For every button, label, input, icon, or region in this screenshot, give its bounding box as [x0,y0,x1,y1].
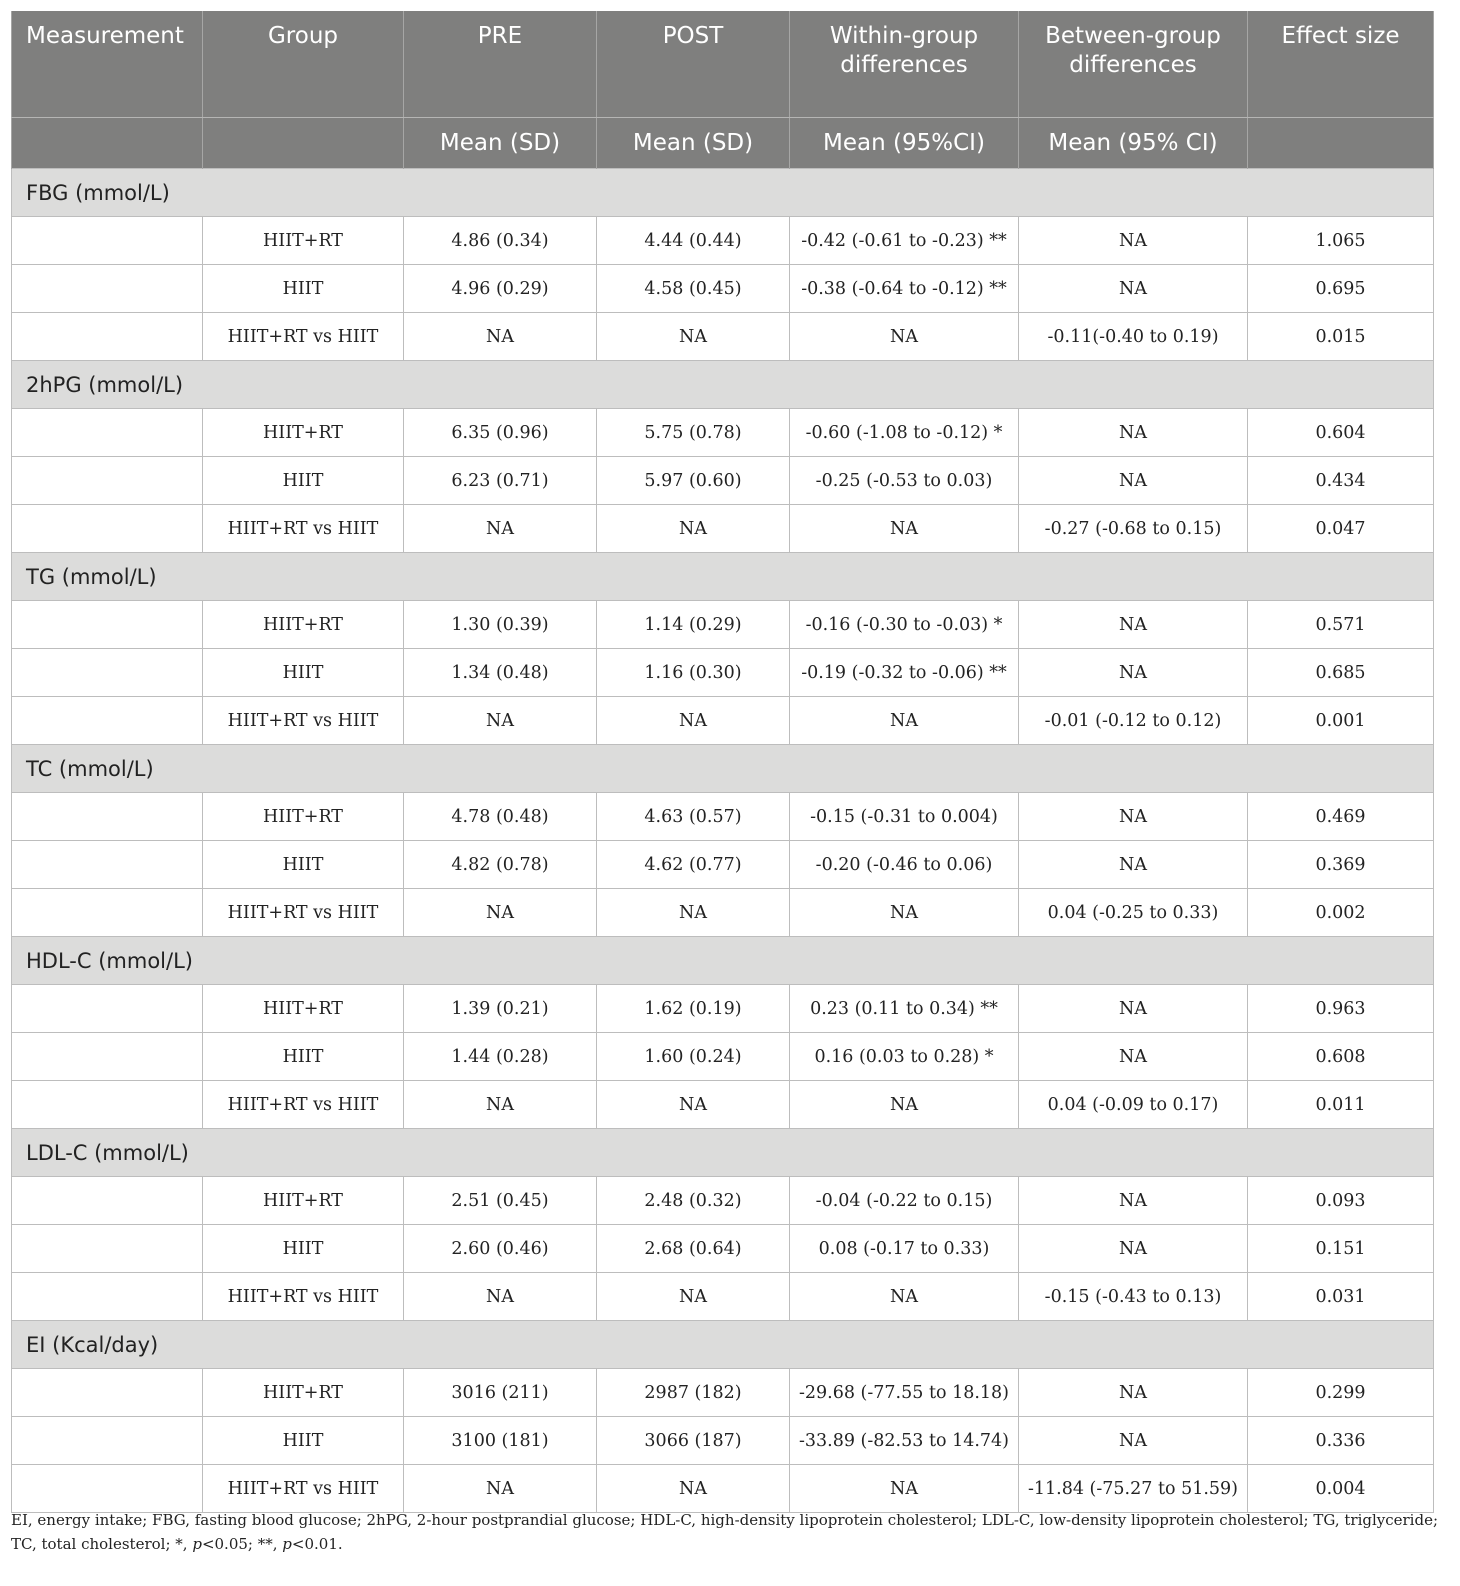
pre-cell: 3100 (181) [404,1417,597,1465]
effect-size-cell: 0.469 [1248,793,1434,841]
footnote-sig1-threshold: <0.05; [201,1535,258,1553]
within-group-cell: NA [790,697,1019,745]
within-group-cell: NA [790,1081,1019,1129]
within-group-cell: -33.89 (-82.53 to 14.74) [790,1417,1019,1465]
post-cell: 3066 (187) [597,1417,790,1465]
results-table [11,11,1434,1513]
subheader-within-group: Mean (95%CI) [790,118,1019,169]
header-measurement: Measurement [12,11,203,118]
between-group-cell: NA [1019,1225,1248,1273]
section-header-row [12,937,1434,985]
effect-size-cell: 0.695 [1248,265,1434,313]
between-group-cell: NA [1019,1177,1248,1225]
between-group-cell: -0.27 (-0.68 to 0.15) [1019,505,1248,553]
measurement-cell [12,457,203,505]
within-group-cell: 0.08 (-0.17 to 0.33) [790,1225,1019,1273]
pre-cell: 2.51 (0.45) [404,1177,597,1225]
measurement-cell [12,1225,203,1273]
effect-size-cell: 1.065 [1248,217,1434,265]
table-row [12,1033,1434,1081]
post-cell: 2987 (182) [597,1369,790,1417]
post-cell: NA [597,313,790,361]
post-cell: 5.97 (0.60) [597,457,790,505]
effect-size-cell: 0.093 [1248,1177,1434,1225]
table-row [12,217,1434,265]
effect-size-cell: 0.608 [1248,1033,1434,1081]
pre-cell: NA [404,1081,597,1129]
section-label: FBG (mmol/L) [12,169,1434,217]
group-cell: HIIT+RT vs HIIT [203,505,404,553]
within-group-cell: 0.23 (0.11 to 0.34) ** [790,985,1019,1033]
measurement-cell [12,313,203,361]
within-group-cell: NA [790,1273,1019,1321]
between-group-cell: -0.01 (-0.12 to 0.12) [1019,697,1248,745]
between-group-cell: 0.04 (-0.25 to 0.33) [1019,889,1248,937]
table-row [12,409,1434,457]
between-group-cell: NA [1019,985,1248,1033]
effect-size-cell: 0.299 [1248,1369,1434,1417]
table-row [12,313,1434,361]
effect-size-cell: 0.434 [1248,457,1434,505]
pre-cell: NA [404,505,597,553]
pre-cell: NA [404,313,597,361]
footnote-p-symbol: p [192,1535,202,1553]
subheader-between-group: Mean (95% CI) [1019,118,1248,169]
pre-cell: 1.34 (0.48) [404,649,597,697]
group-cell: HIIT+RT vs HIIT [203,697,404,745]
measurement-cell [12,1273,203,1321]
between-group-cell: NA [1019,265,1248,313]
measurement-cell [12,1465,203,1513]
between-group-cell: NA [1019,601,1248,649]
group-cell: HIIT+RT [203,985,404,1033]
subheader-pre: Mean (SD) [404,118,597,169]
post-cell: NA [597,1273,790,1321]
measurement-cell [12,1033,203,1081]
between-group-cell: NA [1019,1033,1248,1081]
effect-size-cell: 0.011 [1248,1081,1434,1129]
post-cell: NA [597,1081,790,1129]
within-group-cell: -0.25 (-0.53 to 0.03) [790,457,1019,505]
table-row [12,697,1434,745]
footnote-sig1-marker: *, [175,1535,193,1553]
header-post: POST [597,11,790,118]
group-cell: HIIT+RT vs HIIT [203,1273,404,1321]
effect-size-cell: 0.571 [1248,601,1434,649]
pre-cell: 6.35 (0.96) [404,409,597,457]
subheader-cell [1248,118,1434,169]
section-header-row [12,745,1434,793]
footnote-sig2-threshold: <0.01. [291,1535,343,1553]
group-cell: HIIT+RT vs HIIT [203,889,404,937]
group-cell: HIIT+RT vs HIIT [203,313,404,361]
within-group-cell: -0.16 (-0.30 to -0.03) * [790,601,1019,649]
group-cell: HIIT+RT [203,793,404,841]
table-row [12,601,1434,649]
effect-size-cell: 0.963 [1248,985,1434,1033]
measurement-cell [12,1369,203,1417]
group-cell: HIIT [203,265,404,313]
header-between-group: Between-group differences [1019,11,1248,118]
measurement-cell [12,1081,203,1129]
post-cell: 5.75 (0.78) [597,409,790,457]
pre-cell: NA [404,697,597,745]
measurement-cell [12,505,203,553]
pre-cell: 4.86 (0.34) [404,217,597,265]
section-label: TC (mmol/L) [12,745,1434,793]
within-group-cell: -29.68 (-77.55 to 18.18) [790,1369,1019,1417]
post-cell: 4.62 (0.77) [597,841,790,889]
section-label: LDL-C (mmol/L) [12,1129,1434,1177]
table-row [12,649,1434,697]
section-header-row [12,361,1434,409]
post-cell: 1.62 (0.19) [597,985,790,1033]
group-cell: HIIT+RT vs HIIT [203,1081,404,1129]
effect-size-cell: 0.151 [1248,1225,1434,1273]
header-pre: PRE [404,11,597,118]
table-row [12,793,1434,841]
group-cell: HIIT+RT [203,409,404,457]
effect-size-cell: 0.004 [1248,1465,1434,1513]
effect-size-cell: 0.015 [1248,313,1434,361]
section-header-row [12,1129,1434,1177]
within-group-cell: NA [790,505,1019,553]
table-row [12,1177,1434,1225]
pre-cell: 3016 (211) [404,1369,597,1417]
measurement-cell [12,649,203,697]
table-body [12,169,1434,1513]
between-group-cell: -0.11(-0.40 to 0.19) [1019,313,1248,361]
group-cell: HIIT [203,1033,404,1081]
between-group-cell: -0.15 (-0.43 to 0.13) [1019,1273,1248,1321]
pre-cell: NA [404,1273,597,1321]
table-row [12,1273,1434,1321]
pre-cell: NA [404,1465,597,1513]
pre-cell: 4.96 (0.29) [404,265,597,313]
footnote-p-symbol: p [282,1535,292,1553]
measurement-cell [12,1177,203,1225]
measurement-cell [12,985,203,1033]
section-label: TG (mmol/L) [12,553,1434,601]
post-cell: 1.60 (0.24) [597,1033,790,1081]
post-cell: 4.44 (0.44) [597,217,790,265]
within-group-cell: -0.19 (-0.32 to -0.06) ** [790,649,1019,697]
table-row [12,1369,1434,1417]
group-cell: HIIT [203,1417,404,1465]
table-footnote [11,1508,1441,1556]
group-cell: HIIT+RT [203,217,404,265]
between-group-cell: NA [1019,1369,1248,1417]
table-row [12,841,1434,889]
table-row [12,1225,1434,1273]
within-group-cell: 0.16 (0.03 to 0.28) * [790,1033,1019,1081]
section-header-row [12,1321,1434,1369]
group-cell: HIIT [203,841,404,889]
pre-cell: 1.30 (0.39) [404,601,597,649]
post-cell: 1.16 (0.30) [597,649,790,697]
post-cell: NA [597,889,790,937]
header-row [12,11,1434,118]
group-cell: HIIT+RT [203,1177,404,1225]
group-cell: HIIT [203,1225,404,1273]
header-group: Group [203,11,404,118]
within-group-cell: -0.04 (-0.22 to 0.15) [790,1177,1019,1225]
effect-size-cell: 0.002 [1248,889,1434,937]
header-within-group: Within-group differences [790,11,1019,118]
table-row [12,457,1434,505]
post-cell: 2.68 (0.64) [597,1225,790,1273]
within-group-cell: -0.60 (-1.08 to -0.12) * [790,409,1019,457]
effect-size-cell: 0.001 [1248,697,1434,745]
between-group-cell: 0.04 (-0.09 to 0.17) [1019,1081,1248,1129]
subheader-row [12,118,1434,169]
section-label: EI (Kcal/day) [12,1321,1434,1369]
measurement-cell [12,409,203,457]
effect-size-cell: 0.336 [1248,1417,1434,1465]
subheader-post: Mean (SD) [597,118,790,169]
pre-cell: 4.82 (0.78) [404,841,597,889]
table-row [12,505,1434,553]
measurement-cell [12,841,203,889]
subheader-cell [203,118,404,169]
within-group-cell: -0.38 (-0.64 to -0.12) ** [790,265,1019,313]
section-label: 2hPG (mmol/L) [12,361,1434,409]
within-group-cell: NA [790,313,1019,361]
between-group-cell: NA [1019,457,1248,505]
table-row [12,1081,1434,1129]
within-group-cell: -0.42 (-0.61 to -0.23) ** [790,217,1019,265]
measurement-cell [12,601,203,649]
measurement-cell [12,265,203,313]
footnote-sig2-marker: **, [257,1535,283,1553]
pre-cell: 4.78 (0.48) [404,793,597,841]
footnote-text: EI, energy intake; FBG, fasting blood glucose; 2hPG, 2-hour postprandial glucose; HDL-C, high-density lipoprotein cholesterol; LDL-C, low-density lipoprotein cholesterol; TG, triglyceride; TC, total cholesterol; [11,1511,1439,1553]
within-group-cell: -0.20 (-0.46 to 0.06) [790,841,1019,889]
effect-size-cell: 0.369 [1248,841,1434,889]
between-group-cell: -11.84 (-75.27 to 51.59) [1019,1465,1248,1513]
measurement-cell [12,1417,203,1465]
within-group-cell: NA [790,889,1019,937]
measurement-cell [12,889,203,937]
table-row [12,1417,1434,1465]
between-group-cell: NA [1019,409,1248,457]
post-cell: NA [597,1465,790,1513]
post-cell: 1.14 (0.29) [597,601,790,649]
table-row [12,985,1434,1033]
between-group-cell: NA [1019,841,1248,889]
section-header-row [12,169,1434,217]
section-label: HDL-C (mmol/L) [12,937,1434,985]
effect-size-cell: 0.031 [1248,1273,1434,1321]
group-cell: HIIT+RT [203,1369,404,1417]
pre-cell: NA [404,889,597,937]
measurement-cell [12,697,203,745]
post-cell: NA [597,505,790,553]
table-row [12,889,1434,937]
table-row [12,265,1434,313]
post-cell: 2.48 (0.32) [597,1177,790,1225]
effect-size-cell: 0.685 [1248,649,1434,697]
within-group-cell: NA [790,1465,1019,1513]
post-cell: NA [597,697,790,745]
post-cell: 4.63 (0.57) [597,793,790,841]
between-group-cell: NA [1019,217,1248,265]
within-group-cell: -0.15 (-0.31 to 0.004) [790,793,1019,841]
group-cell: HIIT+RT vs HIIT [203,1465,404,1513]
pre-cell: 1.39 (0.21) [404,985,597,1033]
measurement-cell [12,793,203,841]
effect-size-cell: 0.047 [1248,505,1434,553]
section-header-row [12,553,1434,601]
between-group-cell: NA [1019,793,1248,841]
between-group-cell: NA [1019,1417,1248,1465]
subheader-cell [12,118,203,169]
pre-cell: 6.23 (0.71) [404,457,597,505]
group-cell: HIIT [203,649,404,697]
effect-size-cell: 0.604 [1248,409,1434,457]
pre-cell: 2.60 (0.46) [404,1225,597,1273]
pre-cell: 1.44 (0.28) [404,1033,597,1081]
post-cell: 4.58 (0.45) [597,265,790,313]
header-effect-size: Effect size [1248,11,1434,118]
table-row [12,1465,1434,1513]
group-cell: HIIT [203,457,404,505]
group-cell: HIIT+RT [203,601,404,649]
between-group-cell: NA [1019,649,1248,697]
measurement-cell [12,217,203,265]
